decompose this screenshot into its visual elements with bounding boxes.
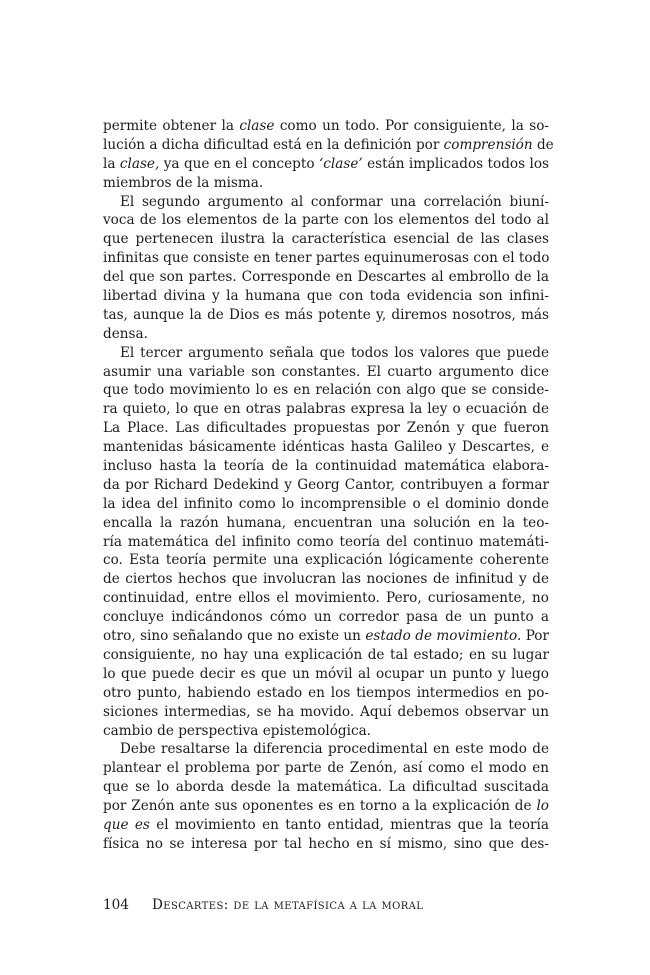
text-segment: permite obtener la [103, 118, 240, 134]
italic-text: estado de movimiento. [365, 628, 522, 645]
text-segment: ría matemática del infinito como teoría del continuo matemáti- [103, 533, 549, 550]
text-segment: Por [521, 628, 549, 645]
text-line [103, 230, 549, 249]
text-line [103, 608, 549, 627]
text-line [103, 570, 549, 589]
text-segment: mantenidas básicamente idénticas hasta Galileo y Descartes, e [103, 439, 549, 456]
text-segment: la [103, 155, 120, 172]
running-title: Descartes: de la metafísica a la moral [152, 897, 424, 913]
page-body [103, 117, 554, 854]
text-line [103, 703, 549, 722]
text-segment: voca de los elementos de la parte con los elementos del todo al [103, 212, 549, 229]
text-line [103, 722, 549, 741]
text-line [103, 778, 549, 797]
text-segment: del que son partes. Corresponde en Descartes al embrollo de la [103, 269, 549, 286]
text-segment: están implicados todos los [362, 155, 549, 172]
text-line [103, 211, 549, 230]
text-line [103, 589, 549, 608]
text-segment: la idea del infinito como lo incomprensible o el dominio donde [103, 495, 549, 512]
italic-text: lo [536, 798, 549, 815]
text-line [103, 344, 549, 363]
text-segment: da por Richard Dedekind y Georg Cantor, contribuyen a formar [103, 476, 549, 493]
text-line [103, 193, 549, 212]
text-segment: ra quieto, lo que en otras palabras expresa la ley o ecuación de [103, 401, 549, 418]
text-line [103, 419, 549, 438]
text-segment: el movimiento en tanto entidad, mientras que la teoría [149, 816, 550, 833]
text-segment: encalla la razón humana, encuentran una solución en la teo- [103, 514, 549, 531]
text-segment: concluye indicándonos cómo un corredor pasa de un punto a [103, 609, 549, 626]
text-line [103, 155, 549, 174]
text-segment: co. Esta teoría permite una explicación lógicamente coherente [103, 552, 549, 569]
text-segment: otro, sino señalando que no existe un [103, 628, 366, 645]
text-line [103, 457, 549, 476]
text-segment: densa. [103, 325, 148, 342]
text-segment: otro punto, habiendo estado en los tiempos intermedios en po- [103, 684, 549, 701]
text-segment: libertad divina y la humana que con toda evidencia son infini- [103, 288, 549, 305]
text-line [103, 646, 549, 665]
text-line [103, 438, 549, 457]
text-segment: continuidad, entre ellos el movimiento. Pero, curiosamente, no [103, 590, 549, 607]
text-line [103, 381, 549, 400]
text-line [103, 268, 549, 287]
page-footer [103, 896, 549, 914]
text-segment: como un todo. Por consiguiente, la so- [274, 118, 549, 134]
text-line [103, 306, 549, 325]
text-segment: que todo movimiento lo es en relación con algo que se conside- [103, 382, 549, 399]
text-segment: lo que puede decir es que un móvil al ocupar un punto y luego [103, 665, 549, 682]
text-segment: El segundo argumento al conformar una correlación biuní- [120, 193, 549, 210]
text-line [103, 495, 549, 514]
italic-text: que es [103, 816, 150, 833]
text-segment: plantear el problema por parte de Zenón, así como el modo en [103, 760, 549, 777]
text-line [103, 816, 549, 835]
text-line [103, 797, 549, 816]
text-line [103, 684, 549, 703]
text-line [103, 740, 549, 759]
text-segment: miembros de la misma. [103, 174, 264, 191]
text-line [103, 117, 549, 136]
text-segment: de [532, 136, 554, 153]
text-line [103, 835, 549, 854]
text-segment: ya que en el concepto [159, 155, 319, 172]
text-line [103, 400, 549, 419]
text-line [103, 627, 549, 646]
text-line [103, 363, 549, 382]
text-segment: que pertenecen ilustra la característica esencial de las clases [103, 231, 549, 248]
text-line [103, 476, 549, 495]
text-segment: infinitas que consiste en tener partes equinumerosas con el todo [103, 250, 550, 267]
text-line [103, 551, 549, 570]
text-segment: lución a dicha dificultad está en la definición por [103, 136, 444, 153]
text-line [103, 759, 549, 778]
text-segment: consiguiente, no hay una explicación de tal estado; en su lugar [103, 646, 549, 663]
text-line [103, 287, 549, 306]
text-line [103, 533, 549, 552]
italic-text: ‘clase’ [318, 155, 363, 172]
text-segment: de ciertos hechos que involucran las nociones de infinitud y de [103, 571, 549, 588]
text-segment: El tercer argumento señala que todos los valores que puede [120, 344, 549, 361]
text-line [103, 174, 549, 193]
text-segment: por Zenón ante sus oponentes es en torno a la explicación de [103, 798, 537, 815]
italic-text: clase, [119, 155, 160, 172]
text-line [103, 136, 554, 155]
text-line [103, 514, 549, 533]
italic-text: clase [239, 118, 275, 134]
text-segment: física no se interesa por tal hecho en sí mismo, sino que des- [103, 835, 549, 852]
text-segment: Debe resaltarse la diferencia procedimental en este modo de [120, 741, 549, 758]
italic-text: comprensión [443, 136, 533, 153]
text-segment: tas, aunque la de Dios es más potente y, diremos nosotros, más [103, 306, 549, 323]
text-line [103, 249, 549, 268]
text-segment: siciones intermedias, se ha movido. Aquí debemos observar un [103, 703, 549, 720]
text-segment: incluso hasta la teoría de la continuidad matemática elabora- [103, 458, 549, 475]
text-line [103, 665, 549, 684]
text-segment: La Place. Las dificultades propuestas por Zenón y que fueron [103, 420, 549, 437]
page-number: 104 [103, 897, 129, 913]
text-segment: cambio de perspectiva epistemológica. [103, 722, 371, 739]
text-line [103, 325, 549, 344]
text-segment: que se lo aborda desde la matemática. La dificultad suscitada [103, 779, 549, 796]
text-segment: asumir una variable son constantes. El cuarto argumento dice [103, 363, 549, 380]
